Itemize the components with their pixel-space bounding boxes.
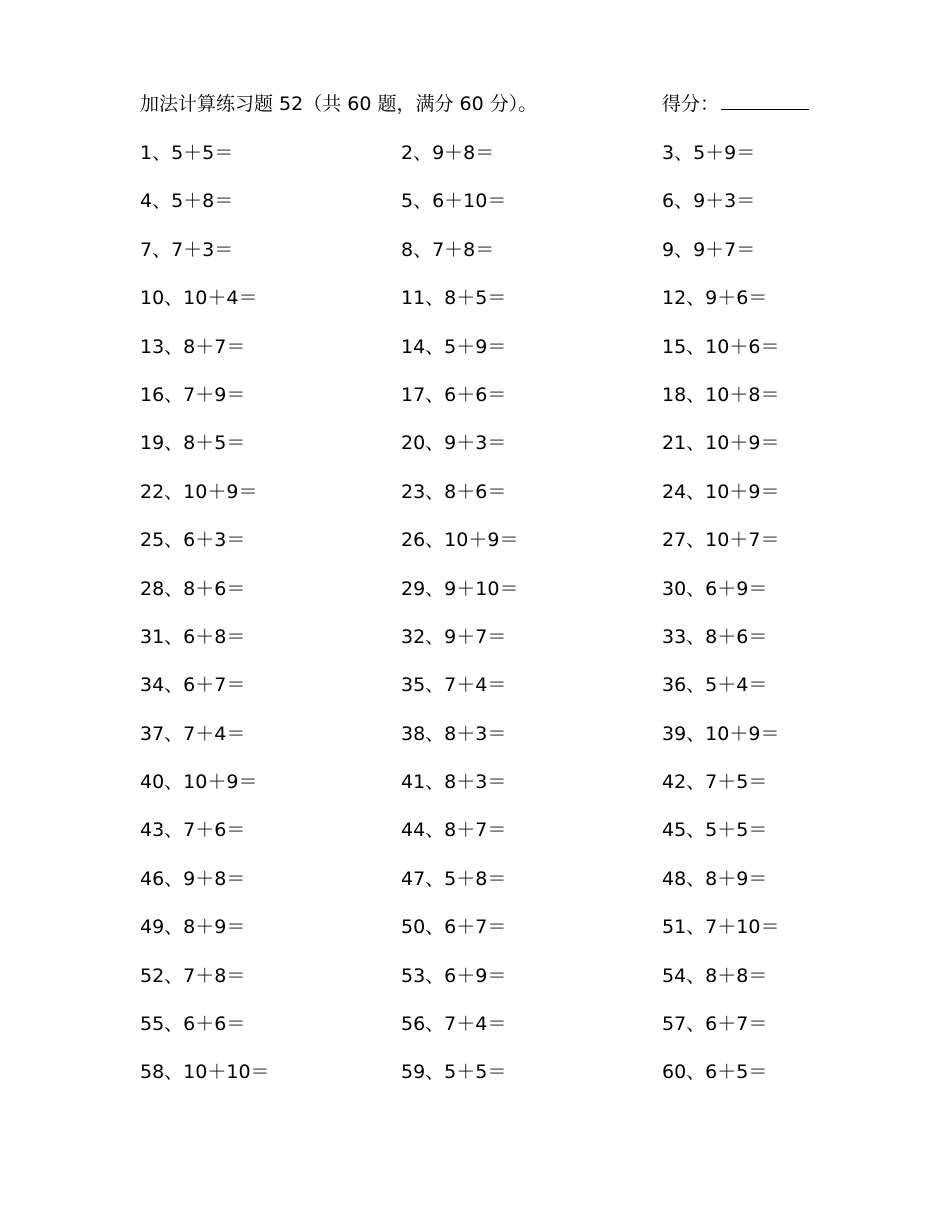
problem-item: 27、10＋7＝: [662, 529, 780, 552]
problem-item: 3、5＋9＝: [662, 142, 756, 164]
problem-item: 21、10＋9＝: [662, 432, 780, 455]
problem-item: 26、10＋9＝: [401, 529, 519, 552]
problem-item: 36、5＋4＝: [662, 674, 768, 697]
problem-item: 39、10＋9＝: [662, 722, 780, 745]
problem-item: 11、8＋5＝: [401, 287, 507, 310]
problem-item: 44、8＋7＝: [401, 819, 507, 842]
problem-item: 17、6＋6＝: [401, 383, 507, 406]
problem-item: 58、10＋10＝: [140, 1061, 270, 1084]
score-blank-line: [721, 89, 809, 110]
problem-item: 49、8＋9＝: [140, 916, 246, 939]
problem-item: 46、9＋8＝: [140, 867, 246, 890]
problem-item: 37、7＋4＝: [140, 722, 246, 745]
problem-item: 45、5＋5＝: [662, 819, 768, 842]
problem-item: 56、7＋4＝: [401, 1013, 507, 1036]
problem-item: 14、5＋9＝: [401, 335, 507, 358]
score-area: [662, 88, 809, 120]
problem-item: 57、6＋7＝: [662, 1013, 768, 1036]
problem-item: 30、6＋9＝: [662, 577, 768, 600]
problem-item: 10、10＋4＝: [140, 287, 258, 310]
problem-item: 18、10＋8＝: [662, 383, 780, 406]
problem-item: 54、8＋8＝: [662, 964, 768, 987]
problem-item: 29、9＋10＝: [401, 577, 519, 600]
problem-item: 40、10＋9＝: [140, 771, 258, 794]
problem-item: 12、9＋6＝: [662, 287, 768, 310]
score-label: 得分：: [662, 93, 720, 115]
problem-item: 5、6＋10＝: [401, 190, 507, 213]
problem-item: 55、6＋6＝: [140, 1013, 246, 1036]
problem-item: 9、9＋7＝: [662, 238, 756, 261]
problem-item: 53、6＋9＝: [401, 964, 507, 987]
problem-item: 6、9＋3＝: [662, 190, 756, 213]
problem-item: 41、8＋3＝: [401, 771, 507, 794]
problem-item: 15、10＋6＝: [662, 335, 780, 358]
problem-item: 19、8＋5＝: [140, 432, 246, 455]
problem-item: 60、6＋5＝: [662, 1061, 768, 1084]
problem-item: 7、7＋3＝: [140, 238, 234, 261]
problem-item: 59、5＋5＝: [401, 1061, 507, 1084]
problem-item: 13、8＋7＝: [140, 335, 246, 358]
problem-item: 31、6＋8＝: [140, 625, 246, 648]
problem-item: 28、8＋6＝: [140, 577, 246, 600]
problem-item: 2、9＋8＝: [401, 142, 495, 164]
problem-item: 4、5＋8＝: [140, 190, 234, 213]
problem-item: 23、8＋6＝: [401, 480, 507, 503]
problem-item: 38、8＋3＝: [401, 722, 507, 745]
problem-item: 51、7＋10＝: [662, 916, 780, 939]
problem-item: 8、7＋8＝: [401, 238, 495, 261]
problem-item: 52、7＋8＝: [140, 964, 246, 987]
problem-item: 42、7＋5＝: [662, 771, 768, 794]
problem-item: 32、9＋7＝: [401, 625, 507, 648]
problem-item: 34、6＋7＝: [140, 674, 246, 697]
problem-item: 43、7＋6＝: [140, 819, 246, 842]
problem-item: 25、6＋3＝: [140, 529, 246, 552]
problem-grid: [140, 138, 840, 1106]
problem-item: 1、5＋5＝: [140, 142, 234, 164]
worksheet-title: 加法计算练习题 52（共 60 题，满分 60 分）。: [140, 93, 538, 115]
problem-item: 24、10＋9＝: [662, 480, 780, 503]
problem-item: 22、10＋9＝: [140, 480, 258, 503]
worksheet-header: [140, 88, 830, 120]
problem-item: 33、8＋6＝: [662, 625, 768, 648]
problem-item: 47、5＋8＝: [401, 867, 507, 890]
problem-item: 20、9＋3＝: [401, 432, 507, 455]
problem-item: 35、7＋4＝: [401, 674, 507, 697]
problem-item: 50、6＋7＝: [401, 916, 507, 939]
problem-item: 16、7＋9＝: [140, 383, 246, 406]
problem-item: 48、8＋9＝: [662, 867, 768, 890]
